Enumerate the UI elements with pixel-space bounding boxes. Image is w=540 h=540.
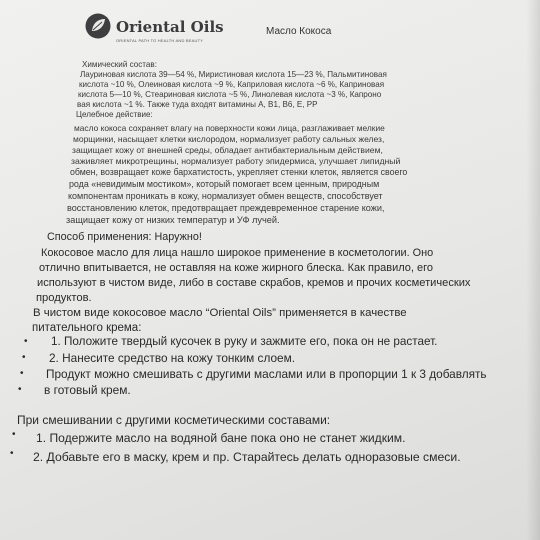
purpose-line: компонентам проникать в кожу, нормализует обмен веществ, способствует [68, 191, 383, 201]
brand-name: Oriental Oils [116, 18, 224, 36]
usage-intro-line: отлично впитывается, не оставляя на коже жирного блеска. Как правило, его [39, 262, 434, 274]
composition-line: кислота ~10 %, Олеиновая кислота ~9 %, Каприловая кислота ~6 %, Каприновая [79, 80, 385, 89]
purpose-line: заживляет микротрещины, нормализует работу эпидермиса, улучшает липидный [71, 156, 401, 166]
composition-heading: Химический состав: [82, 60, 157, 69]
step-item: в готовый крем. [44, 383, 131, 397]
page-edge-shadow [526, 0, 540, 540]
composition-line: вая кислота ~1 %. Также туда входят витамины A, B1, B6, E, PP [77, 100, 318, 109]
purpose-line: восстановлению клеток, предотвращает преждевременное старение кожи, [67, 203, 385, 213]
bullet-icon: • [10, 448, 14, 459]
step-item: 2. Нанесите средство на кожу тонким слоем. [49, 351, 295, 365]
purpose-heading: Целебное действие: [76, 110, 153, 119]
leaf-logo-icon [84, 12, 112, 40]
composition-line: кислота 5—10 %, Стеариновая кислота ~5 %, Линолевая кислота ~3 %, Капроно [78, 90, 382, 99]
brand-logo [84, 12, 244, 46]
usage-intro-line: используют в чистом виде, либо в составе скрабов, кремов и прочих косметических [37, 277, 471, 289]
purpose-line: защищает кожу от низких температур и УФ лучей. [66, 215, 280, 225]
mix-step-item: 2. Добавьте его в маску, крем и пр. Старайтесь делать одноразовые смеси. [33, 450, 461, 464]
mix-step-item: 1. Подержите масло на водяной бане пока оно не станет жидким. [36, 431, 406, 445]
purpose-line: морщинки, насыщает клетки кислородом, нормализует работу сальных желез, [73, 134, 385, 144]
purpose-line: масло кокоса сохраняет влагу на поверхности кожи лица, разглаживает мелкие [74, 123, 385, 133]
composition-line: Лауриновая кислота 39—54 %, Миристиновая кислота 15—23 %, Пальмитиновая [80, 70, 387, 79]
usage-intro-line: Кокосовое масло для лица нашло широкое применение в косметологии. Оно [41, 247, 434, 259]
page-title: Масло Кокоса [266, 26, 332, 37]
bullet-icon: • [20, 368, 24, 379]
step-item: Продукт можно смешивать с другими маслами или в пропорции 1 к 3 добавлять [46, 367, 487, 381]
step-item: 1. Положите твердый кусочек в руку и зажмите его, пока он не растает. [51, 335, 438, 348]
bullet-icon: • [24, 336, 28, 347]
bullet-icon: • [22, 352, 26, 363]
purpose-line: защищает кожу от внешней среды, обладает антибактериальным действием, [72, 145, 383, 155]
brand-tagline: ORIENTAL PATH TO HEALTH AND BEAUTY [116, 38, 204, 43]
usage-heading: Способ применения: Наружно! [47, 231, 202, 243]
pure-use-line: В чистом виде кокосовое масло “Oriental Oils” применяется в качестве [33, 307, 407, 319]
purpose-line: обмен, возвращает коже бархатистость, укрепляет стенки клеток, является своего [70, 167, 408, 177]
bullet-icon: • [12, 429, 16, 440]
mix-heading: При смешивании с другими косметическими составами: [17, 413, 331, 427]
pure-use-line: питательного крема: [32, 322, 142, 334]
usage-intro-line: продуктов. [36, 292, 92, 304]
purpose-line: рода «невидимым мостиком», который помогает всем ценным, природным [69, 179, 380, 189]
bullet-icon: • [18, 384, 22, 395]
